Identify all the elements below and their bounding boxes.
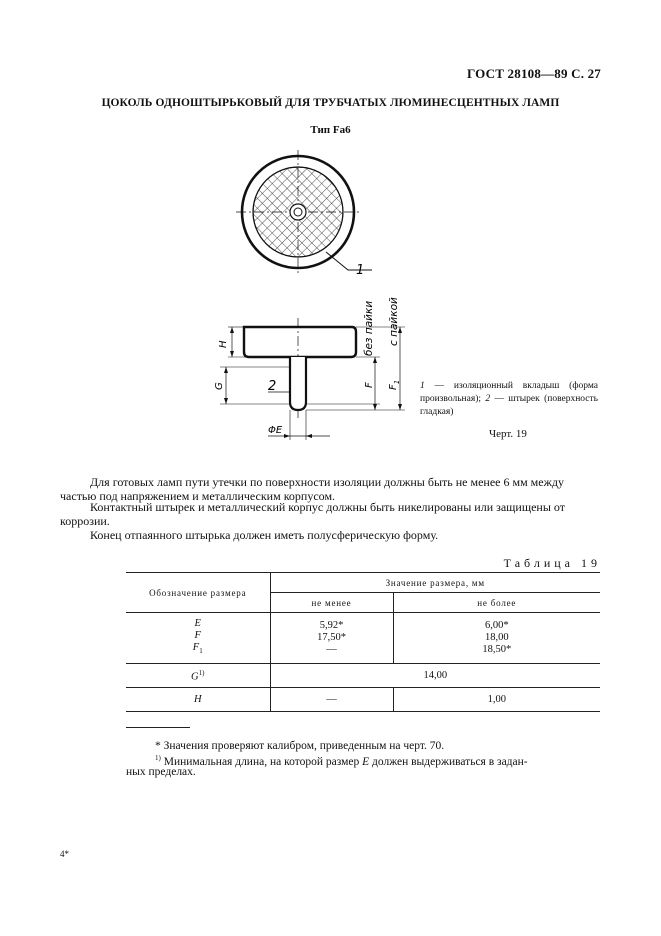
figure-caption: Черт. 19 (489, 428, 527, 440)
header-min: не менее (270, 593, 393, 613)
label-without-solder: без пайки (363, 300, 375, 356)
table-row-group-efs (126, 613, 600, 664)
row-e-max: 6,00* (484, 619, 509, 631)
dim-h-label: H (218, 340, 229, 348)
row-f1-max: 18,50* (482, 643, 512, 655)
row-e-min: 5,92* (319, 619, 344, 631)
footnote-2: $^{1)}$ Минимальная длина, на которой размер E должен выдерживаться в задан- (155, 754, 528, 768)
paragraph-3: Конец отпаянного штырька должен иметь полусферическую форму. (90, 528, 439, 542)
footnote-1: * Значения проверяют калибром, приведенным на черт. 70. (155, 740, 445, 752)
footnote-separator (126, 727, 190, 728)
page-number: 4* (60, 849, 69, 859)
dimensions-table (126, 572, 600, 712)
row-name-h: H (193, 694, 202, 706)
legend-2-text: — штырек (поверхность гладкая) (420, 394, 598, 417)
header-code: ГОСТ 28108—89 С. 27 (467, 66, 601, 81)
paragraph-2-line-2: коррозии. (60, 514, 110, 528)
figure-legend (420, 380, 598, 419)
row-g-value: 14,00 (270, 664, 600, 688)
row-name-e: E (194, 618, 201, 629)
table-caption: Таблица 19 (503, 556, 601, 570)
page-title: ЦОКОЛЬ ОДНОШТЫРЬКОВЫЙ ДЛЯ ТРУБЧАТЫХ ЛЮМИНЕСЦЕНТНЫХ ЛАМП (101, 97, 560, 109)
dim-g-label: G (214, 382, 225, 390)
legend-1-num: 1 (420, 381, 425, 391)
paragraph-2-line-1: Контактный штырек и металлический корпус должны быть никелированы или защищены от (90, 500, 565, 514)
dim-e-label: ΦE (268, 425, 283, 436)
dim-f1-label: $F_1$ (388, 379, 401, 390)
row-f-min: 17,50* (317, 631, 346, 643)
row-h-min: — (270, 688, 393, 712)
table-row-g (126, 664, 600, 688)
header-value: Значение размера, мм (270, 573, 600, 593)
page-subtitle: Тип Fa6 (310, 124, 351, 136)
paragraph-1-line-2: частью под напряжением и металлическим корпусом. (60, 489, 336, 503)
side-view (220, 318, 405, 440)
row-h-max: 1,00 (393, 688, 600, 712)
row-f-max: 18,00 (484, 631, 509, 643)
callout-2: 2 (268, 379, 277, 394)
header-designation: Обозначение размера (149, 587, 247, 598)
table-row-h (126, 688, 600, 712)
paragraph-1-line-1: Для готовых ламп пути утечки по поверхности изоляции должны быть не менее 6 мм между (90, 475, 564, 489)
row-name-g: $G^{1)}$ (191, 668, 205, 683)
dim-f-label: F (364, 382, 375, 388)
callout-1: 1 (356, 263, 365, 278)
row-name-f1: $F_1$ (192, 642, 203, 656)
row-name-f: F (194, 630, 201, 641)
top-view (236, 150, 372, 274)
header-max: не более (393, 593, 600, 613)
footnote-2-line-2: ных пределах. (126, 766, 196, 778)
legend-1-text: — изоляционный вкладыш (форма произвольная); (420, 381, 598, 404)
row-f1-min: — (326, 643, 337, 655)
label-with-solder: с пайкой (388, 297, 400, 346)
legend-2-num: 2 (485, 394, 491, 404)
